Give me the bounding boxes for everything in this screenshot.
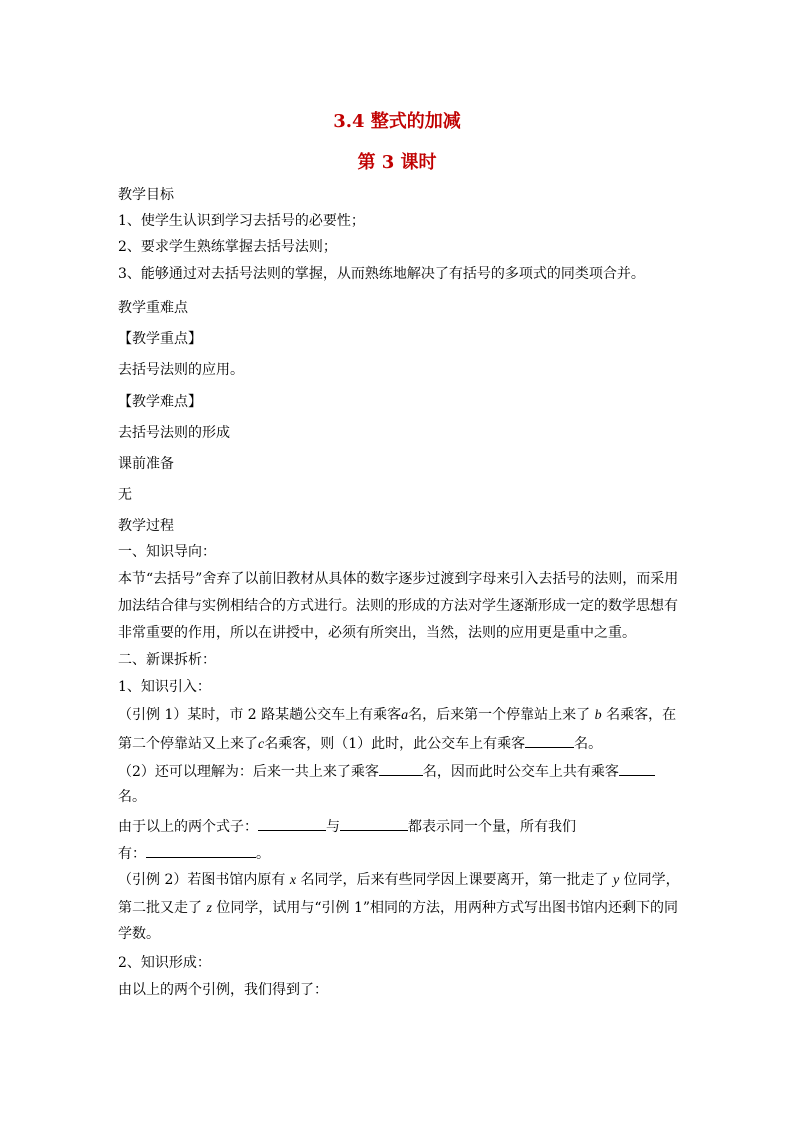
example1-text: 名乘客，则（1）此时，此公交车上有乘客 (264, 736, 526, 752)
formula-text: 。 (256, 846, 270, 862)
variable-c: c (258, 737, 265, 752)
prep-heading: 课前准备 (118, 456, 174, 472)
variable-y: y (612, 873, 620, 888)
example2-line-1 (118, 872, 678, 889)
sub1-heading: 1、知识引入： (118, 679, 211, 695)
example1-line-1 (118, 707, 678, 724)
example1-line-4: 名。 (118, 789, 146, 805)
example1-text: （引例 1）某时，市 2 路某趟公交车上有乘客 (118, 707, 402, 723)
page-title: 3.4 整式的加减 (333, 111, 461, 132)
process-heading: 教学过程 (118, 518, 174, 534)
lesson-subtitle: 第 3 课时 (357, 152, 437, 173)
example1-text: （2）还可以理解为：后来一共上来了乘客 (118, 764, 379, 780)
example1-text: 名乘客，在 (606, 707, 677, 723)
example2-text: 第二批又走了 (118, 900, 202, 916)
formula-text: 有： (118, 846, 146, 862)
variable-a: a (401, 708, 409, 723)
difficult-point-label: 【教学难点】 (118, 394, 202, 410)
example2-text: 位同学， (623, 872, 680, 888)
objective-3: 3、能够通过对去括号法则的掌握，从而熟练地解决了有括号的多项式的同类项合并。 (118, 266, 645, 282)
answer-blank[interactable] (258, 818, 326, 831)
example1-line-2 (118, 735, 678, 753)
example1-text: 名，后来第一个停靠站上来了 (408, 707, 591, 723)
sub2-text: 由以上的两个引例，我们得到了： (118, 982, 328, 998)
objective-2: 2、要求学生熟练掌握去括号法则； (118, 239, 337, 255)
formula-line-1 (118, 818, 678, 835)
answer-blank[interactable] (146, 845, 256, 858)
variable-z: z (206, 901, 212, 916)
answer-blank[interactable] (619, 763, 655, 776)
example1-text: 名，因而此时公交车上共有乘客 (422, 764, 619, 780)
example2-text: 名同学，后来有些同学因上课要离开，第一批走了 (300, 872, 609, 888)
example1-text: 名。 (574, 736, 603, 752)
example1-text: 第二个停靠站又上来了 (118, 736, 258, 752)
example2-text: 位同学，试用与“引例 1”相同的方法，用两种方式写出图书馆内还剩下的同 (216, 900, 679, 916)
formula-text: 与 (326, 819, 340, 835)
variable-b: b (594, 708, 602, 723)
intro-paragraph-line-2: 加法结合律与实例相结合的方式进行。法则的形成的方法对学生逐渐形成一定的数学思想有 (118, 598, 678, 614)
formula-text: 都表示同一个量，所有我们 (408, 819, 576, 835)
example2-line-3: 学数。 (118, 926, 160, 942)
objective-1: 1、使学生认识到学习去括号的必要性； (118, 213, 365, 229)
key-point-label: 【教学重点】 (118, 331, 202, 347)
objectives-heading: 教学目标 (118, 187, 174, 203)
formula-text: 由于以上的两个式子： (118, 819, 258, 835)
intro-paragraph-line-1: 本节“去括号”舍弃了以前旧教材从具体的数字逐步过渡到字母来引入去括号的法则，而采用 (118, 571, 679, 587)
sub2-heading: 2、知识形成： (118, 955, 211, 971)
answer-blank[interactable] (379, 763, 423, 776)
example2-line-2 (118, 900, 678, 917)
intro-paragraph-line-3: 非常重要的作用，所以在讲授中，必须有所突出，当然，法则的应用更是重中之重。 (118, 625, 636, 641)
example2-text: （引例 2）若图书馆内原有 (118, 872, 286, 888)
key-point-text: 去括号法则的应用。 (118, 362, 244, 378)
example1-line-3 (118, 763, 678, 780)
key-difficult-heading: 教学重难点 (118, 300, 188, 316)
difficult-point-text: 去括号法则的形成 (118, 425, 230, 441)
formula-line-2 (118, 845, 678, 862)
answer-blank[interactable] (525, 735, 574, 748)
part2-heading: 二、新课拆析： (118, 652, 216, 668)
part1-heading: 一、知识导向： (118, 544, 216, 560)
answer-blank[interactable] (340, 818, 408, 831)
prep-text: 无 (118, 487, 132, 503)
variable-x: x (289, 873, 297, 888)
